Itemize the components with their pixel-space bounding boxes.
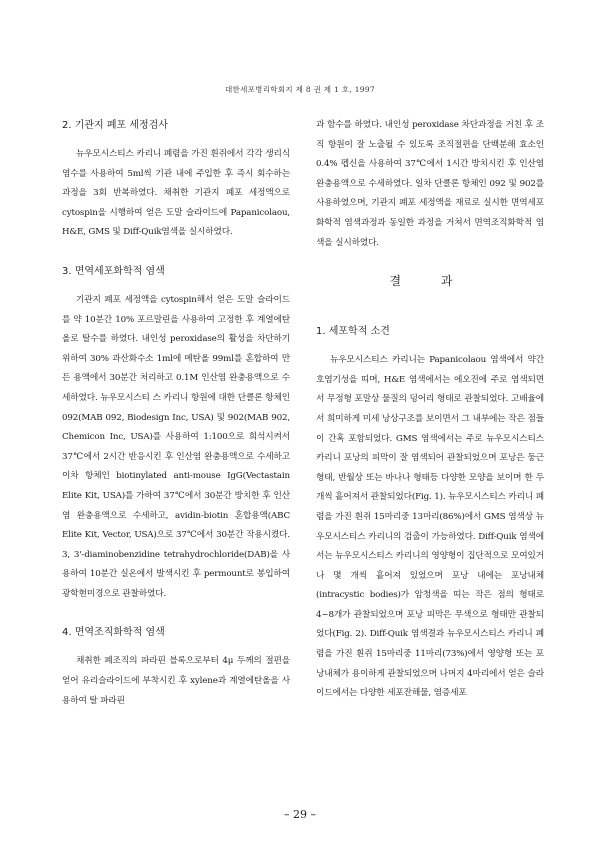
journal-header: 대한세포병리학회지 제 8 권 제 1 호, 1997	[225, 85, 375, 94]
left-column	[62, 116, 290, 730]
section-heading-cytology: 1. 세포학적 소견	[316, 326, 390, 338]
paragraph-immunocytochemistry: 기관지 폐포 세정액을 cytospin해서 얻은 도말 슬라이드를 약 10분간 10% 포르말린을 사용하여 고정한 후 계열에탄올로 탈수를 하였다. 내인성 peroxidase의 활성을 차단하기 위하여 30% 과산화수소 1ml에 메탄올 99ml를 혼합하여 만든 용액에서 30분간 처리하고 0.1M 인산염 완충용액으로 수세하였다. 뉴우모시스티 스 카리니 항원에 대한 단클론 항체인 092(MAB 092, Biodesign Inc, USA) 및 902(MAB 902, Chemicon Inc, USA)를 사용하여 1:100으로 희석시켜서 37℃에서 2시간 반응시킨 후 인산염 완충용액으로 수세하고 이차 항체인 biotinylated anti-mouse IgG(Vectastain Elite Kit, USA)를 가하여 37℃에서 30분간 방치한 후 인산염 완충용액으로 수세하고, avidin-biotin 혼합용액(ABC Elite Kit, Vector, USA)으로 37℃에서 30분간 작용시켰다. 3, 3'-diaminobenzidine tetrahydrochloride(DAB)을 사용하여 10분간 실온에서 발색시킨 후 permount로 봉입하여 광학현미경으로 관찰하였다.	[62, 294, 290, 599]
page-number: – 29 –	[284, 808, 316, 821]
paragraph-bal: 뉴우모시스티스 카리니 폐렴을 가진 흰쥐에서 각각 생리식염수를 사용하여 5ml씩 기관 내에 주입한 후 즉시 회수하는 과정을 3회 반복하였다. 채취한 기관지 폐포 세정액으로 cytospin을 시행하여 얻은 도말 슬라이드에 Papanicolaou, H&E, GMS 및 Diff-Quik염색을 실시하였다.	[62, 149, 290, 238]
section-heading-immunocytochemistry: 3. 면역세포화학적 염색	[62, 265, 165, 277]
paragraph-immunohistochemistry: 채취한 폐조직의 파라핀 블록으로부터 4μ 두께의 절편을 얻어 유리슬라이드에 부착시킨 후 xylene과 계열에탄올을 사용하여 탈 파라핀	[62, 656, 290, 706]
paragraph-continued: 과 함수를 하였다. 내인성 peroxidase 차단과정을 거친 후 조직 항원이 잘 노출될 수 있도록 조직절편을 단백분해 효소인 0.4% 펩신을 사용하여 37℃에서 1시간 방치시킨 후 인산염 완충용액으로 수세하였다. 일차 단클론 항체인 092 및 902를 사용하였으며, 기관지 폐포 세정액을 재료로 실시한 면역세포화학적 염색과정과 동일한 과정을 거쳐서 면역조직화학적 염색을 실시하였다.	[316, 120, 544, 248]
results-title: 결 과	[389, 274, 471, 289]
section-heading-bal: 2. 기관지 폐포 세정검사	[62, 120, 169, 131]
paragraph-cytology: 뉴우모시스티스 카리니는 Papanicolaou 염색에서 약간 호염기성을 띠며, H&E 염색에서는 에오진에 주로 염색되면서 무정형 포말상 물질의 덩어리 형태로 관찰되었다. 고배율에서 희미하게 미세 낭상구조를 보이면서 그 내부에는 작은 점들이 간혹 포함되었다. GMS 염색에서는 주로 뉴우모시스티스 카리니 포낭의 피막이 잘 염색되어 관찰되었으며 포낭은 둥근 형태, 반월상 또는 바나나 형태등 다양한 모양을 보이며 한 두 개씩 흩어져서 관찰되었다(Fig. 1). 뉴우모시스티스 카리니 폐렴을 가진 흰쥐 15마리중 13마리(86%)에서 GMS 염색상 뉴우모시스티스 카리니의 검출이 가능하였다. Diff-Quik 염색에서는 뉴우모시스티스 카리니의 영양형이 집단적으로 모여있거나 몇 개씩 흩어져 있었으며 포낭 내에는 포낭내체(intracystic bodies)가 암청색을 띠는 작은 점의 형태로 4~8개가 관찰되었으며 포낭 피막은 무색으로 형태만 관찰되었다(Fig. 2). Diff-Quik 염색결과 뉴우모시스티스 카리니 폐렴을 가진 흰쥐 15마리중 11마리(73%)에서 영양형 또는 포낭내체가 용이하게 관찰되었으며 나머지 4마리에서 얻은 슬라이드에서는 다양한 세포잔해물, 염증세포	[316, 355, 544, 699]
section-heading-immunohistochemistry: 4. 면역조직화학적 염색	[62, 627, 165, 639]
right-column	[316, 116, 544, 723]
